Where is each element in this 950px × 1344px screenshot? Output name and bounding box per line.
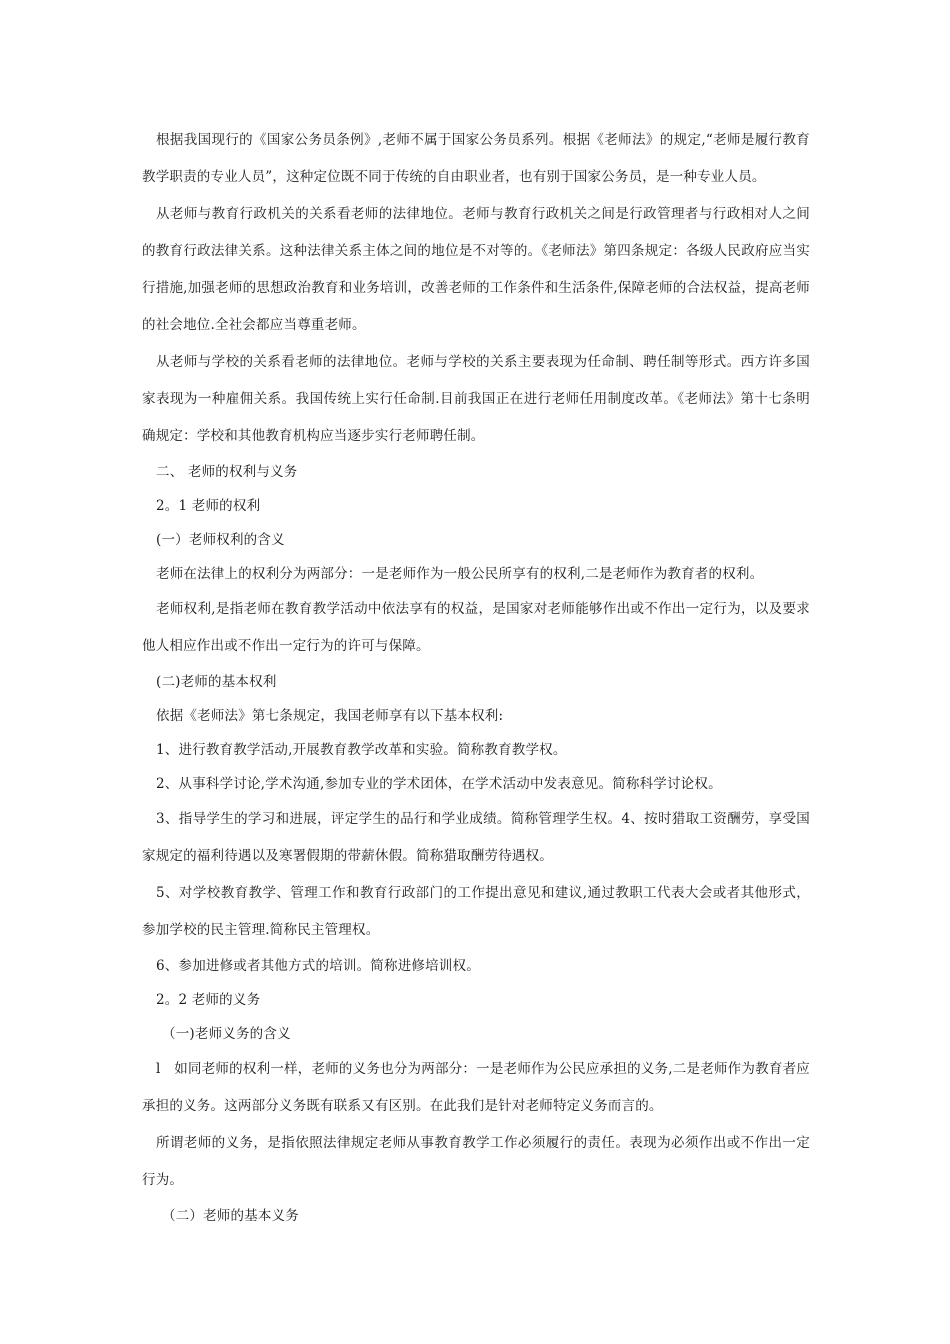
paragraph-legal-status-civil-servant: 根据我国现行的《国家公务员条例》,老师不属于国家公务员系列。根据《老师法》的规定,“老师是履行教育教学职责的专业人员”，这种定位既不同于传统的自由职业者，也有别于国家公务员，是一种专业人员。 [142,132,810,185]
paragraph-duties-two-parts: l 如同老师的权利一样，老师的义务也分为两部分：一是老师作为公民应承担的义务,二是老师作为教育者应承担的义务。这两部分义务既有联系又有区别。在此我们是针对老师特定义务而言的。 [142,1061,810,1114]
paragraph-school-relation: 从老师与学校的关系看老师的法律地位。老师与学校的关系主要表现为任命制、聘任制等形式。西方许多国家表现为一种雇佣关系。我国传统上实行任命制.目前我国正在进行老师任用制度改革。《老师法》第十七条明确规定：学校和其他教育机构应当逐步实行老师聘任制。 [142,354,810,444]
list-item-right-6: 6、参加进修或者其他方式的培训。简称进修培训权。 [156,958,480,974]
list-item-right-5: 5、对学校教育教学、管理工作和教育行政部门的工作提出意见和建议,通过教职工代表大会或者其他形式，参加学校的民主管理.简称民主管理权。 [142,885,810,938]
list-item-right-1: 1、进行教育教学活动,开展教育教学改革和实验。简称教育教学权。 [156,742,567,758]
subsection-heading-duties: 2。2 老师的义务 [156,992,261,1008]
list-item-right-3-4: 3、指导学生的学习和进展，评定学生的品行和学业成绩。简称管理学生权。4、按时猎取工资酬劳，享受国家规定的福利待遇以及寒署假期的带薪休假。简称猎取酬劳待遇权。 [142,811,810,864]
subsection-heading-rights: 2。1 老师的权利 [156,498,261,514]
paragraph-rights-two-parts: 老师在法律上的权利分为两部分：一是老师作为一般公民所享有的权利,二是老师作为教育者的权利。 [156,566,764,582]
document-body [142,122,810,1233]
paragraph-duties-definition: 所谓老师的义务，是指依照法律规定老师从事教育教学工作必须履行的责任。表现为必须作出或不作出一定行为。 [142,1135,810,1188]
heading-basic-rights: (二)老师的基本权利 [156,674,277,690]
paragraph-admin-relation: 从老师与教育行政机关的关系看老师的法律地位。老师与教育行政机关之间是行政管理者与行政相对人之间的教育行政法律关系。这种法律关系主体之间的地位是不对等的。《老师法》第四条规定：各级人民政府应当实行措施,加强老师的思想政治教育和业务培训，改善老师的工作条件和生活条件,保障老师的合法权益，提高老师的社会地位.全社会都应当尊重老师。 [142,206,810,333]
paragraph-rights-definition: 老师权利,是指老师在教育教学活动中依法享有的权益，是国家对老师能够作出或不作出一定行为，以及要求他人相应作出或不作出一定行为的许可与保障。 [142,601,810,654]
list-item-right-2: 2、从事科学讨论,学术沟通,参加专业的学术团体，在学术活动中发表意见。简称科学讨论权。 [156,776,722,792]
section-heading-rights-duties: 二、 老师的权利与义务 [156,464,298,480]
heading-rights-meaning: (一）老师权利的含义 [156,532,285,548]
heading-basic-duties: （二）老师的基本义务 [162,1208,299,1224]
heading-duties-meaning: （一)老师义务的含义 [162,1026,291,1042]
paragraph-article-seven: 依据《老师法》第七条规定，我国老师享有以下基本权利: [156,708,504,724]
